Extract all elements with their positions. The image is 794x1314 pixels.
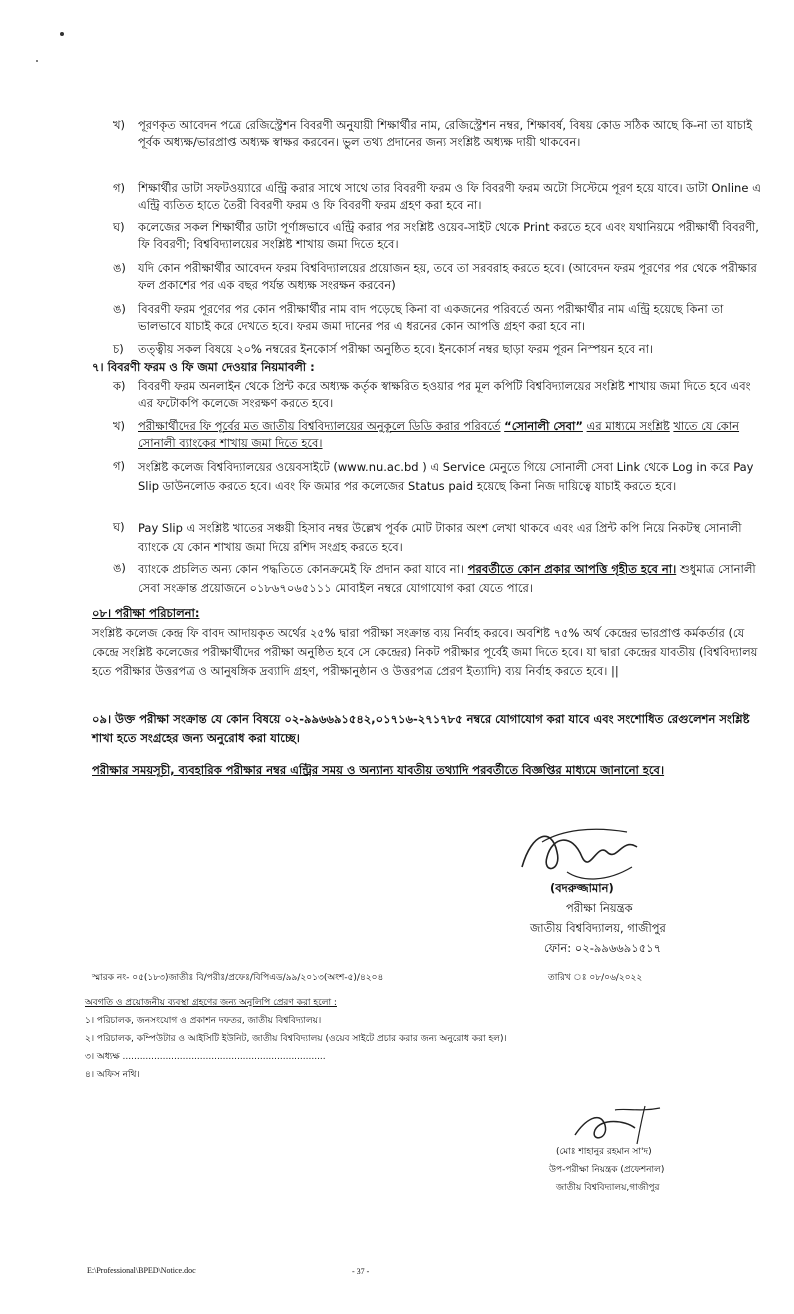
section-8-heading: ০৮। পরীক্ষা পরিচালনা: [92, 606, 200, 620]
sec6-item-uo1: যদি কোন পরীক্ষার্থীর আবেদন ফরম বিশ্ববিদ্যালয়ের প্রয়োজন হয়, তবে তা সরবরাহ করতে হবে। (আবেদন ফরম পূরণের পর থেকে পরীক্ষার ফল প্রকাশের পর এক বছর পর্যন্ত অধ্যক্ষ সংরক্ষন করবেন) [138, 261, 757, 292]
signer1-phone: ফোন: ০২-৯৯৬৬৯১৫১৭ [544, 941, 662, 955]
sec7-item-ga: সংশ্লিষ্ট কলেজ বিশ্ববিদ্যালয়ের ওয়েবসাইটে (www.nu.ac.bd ) এ Service মেনুতে গিয়ে সোনালী সেবা Link থেকে Log in করে Pay Slip ডাউনলোড করতে হবে। এবং ফি জমার পর কলেজের Status paid হয়েছে কিনা নিজ দায়িত্বে যাচাই করতে হবে। [138, 460, 754, 493]
cc-item: ৩। অধ্যক্ষ ....................................................................... [85, 1052, 326, 1062]
section-9-text: ০৯। উক্ত পরীক্ষা সংক্রান্ত যে কোন বিষয়ে ০২-৯৯৬৬৯১৫৪২,০১৭১৬-২৭১৭৮৫ নম্বরে যোগাযোগ করা যাবে এবং সংশোধিত রেগুলেশন সংশ্লিষ্ট শাখা হতে সংগ্রহের জন্য অনুরোধ করা যাচ্ছে। [92, 712, 750, 745]
page-number: - 37 - [352, 1267, 370, 1276]
sec7-item-kha [138, 418, 768, 452]
cc-item: ২। পরিচালক, কম্পিউটার ও আইসিটি ইউনিট, জাতীয় বিশ্ববিদ্যালয় (ওয়েব সাইটে প্রচার করার জন্য অনুরোধ করা হল)। [85, 1034, 507, 1044]
scan-speck [60, 32, 64, 36]
item-label: ঙ) [113, 561, 126, 575]
item-label: ঘ) [113, 520, 125, 534]
cc-heading: অবগতি ও প্রয়োজনীয় ব্যবস্থা গ্রহণের জন্য অনুলিপি প্রেরণ করা হলো : [85, 998, 337, 1008]
sec7-item-gha: Pay Slip এ সংশ্লিষ্ট খাতের সঞ্চয়ী হিসাব নম্বর উল্লেখ পূর্বক মোট টাকার অংশ লেখা থাকবে এবং এর প্রিন্ট কপি নিয়ে নিকটস্থ সোনালী ব্যাংকে যে কোন শাখায় জমা দিয়ে রশিদ সংগ্রহ করতে হবে। [138, 521, 742, 554]
sec6-item-gha: কলেজের সকল শিক্ষার্থীর ডাটা পূর্ণাঙ্গভাবে এন্ট্রি করার পর সংশ্লিষ্ট ওয়েব-সাইট থেকে Print করতে হবে এবং যথানিয়মে পরীক্ষার্থী বিবরণী, ফি বিবরণী; বিশ্ববিদ্যালয়ের সংশ্লিষ্ট শাখায় জমা দিতে হবে। [138, 220, 759, 251]
item-label: চ) [113, 342, 124, 356]
item-label: ঙ) [113, 261, 126, 275]
memo-number: স্মারক নং- ০৫(১৮৩)জাতীঃ বি/পরীঃ/প্রফেঃ/বিপিএড/৯৯/২০১৩(অংশ-৫)/৪২০৪ [92, 973, 384, 983]
signer2-name: (মোঃ শাহানুর রহমান সা'দ) [556, 1147, 652, 1157]
section-8-text: সংশ্লিষ্ট কলেজ কেন্দ্র ফি বাবদ আদায়কৃত অর্থের ২৫% দ্বারা পরীক্ষা সংক্রান্ত ব্যয় নির্বাহ করবে। অবশিষ্ট ৭৫% অর্থ কেন্দ্রের ভারপ্রাপ্ত কর্মকর্তার (যে কেন্দ্রে সংশ্লিষ্ট কলেজের পরীক্ষার্থীদের পরীক্ষা অনুষ্ঠিত হবে সে কেন্দ্রের) নিকট পরীক্ষার পূর্বেই জমা দিতে হবে। যা দ্বারা কেন্দ্রের যাবতীয় (বিশ্ববিদ্যালয় হতে পরীক্ষার উত্তরপত্র ও আনুষঙ্গিক দ্রব্যাদি গ্রহণ, পরীক্ষানুষ্ঠান ও উত্তরপত্র প্রেরণ ইত্যাদি) ব্যয় নির্বাহ করতে হবে। || [92, 626, 758, 678]
no-objection-bold: পরবর্তীতে কোন প্রকার আপত্তি গৃহীত হবে না। [467, 562, 677, 576]
sec6-item-ga: শিক্ষার্থীর ডাটা সফটওয়্যারে এন্ট্রি করার সাথে সাথে তার বিবরণী ফরম ও ফি বিবরণী ফরম অটো সিস্টেমে পূরণ হয়ে যাবে। ডাটা Online এ এন্ট্রি ব্যতিত হাতে তৈরী বিবরণী ফরম ও ফি বিবরণী ফরম গ্রহণ করা হবে না। [138, 181, 761, 212]
item-label: গ) [113, 181, 126, 195]
signer1-name: (বদরুজ্জামান) [550, 881, 614, 895]
sec7-item-ka: বিবরণী ফরম অনলাইন থেকে প্রিন্ট করে অধ্যক্ষ কর্তৃক স্বাক্ষরিত হওয়ার পর মূল কপিটি বিশ্ববিদ্যালয়ের সংশ্লিষ্ট শাখায় জমা দিতে হবে এবং এর ফটোকপি কলেজে সংরক্ষণ করতে হবে। [138, 379, 751, 410]
cc-item: ১। পরিচালক, জনসংযোগ ও প্রকাশন দফতর, জাতীয় বিশ্ববিদ্যালয়। [85, 1016, 322, 1026]
sec6-item-cha: তত্ত্বীয় সকল বিষয়ে ২০% নম্বরের ইনকোর্স পরীক্ষা অনুষ্ঠিত হবে। ইনকোর্স নম্বর ছাড়া ফরম পূরন নিস্পয়ন হবে না। [138, 342, 654, 356]
sonali-seba-quote: “সোনালী সেবা” [504, 419, 583, 433]
sec7-uo-text2: শুধুমাত্র সোনালী সেবা সংক্রান্ত প্রয়োজনে ০১৮৬৭০৬৫১১১ মোবাইল নম্বরে যোগাযোগ করা যেতে পারে। [138, 562, 756, 595]
file-path: E:\Professional\BPED\Notice.doc [87, 1266, 196, 1275]
item-label: ক) [113, 379, 126, 393]
section-7-heading: ৭। বিবরণী ফরম ও ফি জমা দেওয়ার নিয়মাবলী : [92, 360, 315, 374]
sec6-item-kha: পূরণকৃত আবেদন পত্রে রেজিস্ট্রেশন বিবরণী অনুযায়ী শিক্ষার্থীর নাম, রেজিস্ট্রেশন নম্বর, শিক্ষাবর্ষ, বিষয় কোড সঠিক আছে কি-না তা যাচাই পূর্বক অধ্যক্ষ/ভারপ্রাপ্ত অধ্যক্ষ স্বাক্ষর করবেন। ভুল তথ্য প্রদানের জন্য সংশ্লিষ্ট অধ্যক্ষ দায়ী থাকবেন। [138, 118, 753, 149]
sec7-kha-tail: এর মাধ্যমে সংশ্লিষ্ট [586, 419, 670, 433]
signer1-org: জাতীয় বিশ্ববিদ্যালয়, গাজীপুর [530, 921, 666, 935]
scan-speck [36, 60, 38, 62]
item-label: ঘ) [113, 220, 125, 234]
item-label: খ) [113, 118, 126, 132]
signature-deputy [565, 1100, 675, 1150]
sec7-item-uo [138, 560, 768, 598]
memo-date: তারিখ ঃ ০৮/০৬/২০২২ [548, 973, 643, 983]
item-label: ঙ) [113, 302, 126, 316]
signer2-org: জাতীয় বিশ্ববিদ্যালয়,গাজীপুর [556, 1183, 660, 1193]
sec7-kha-line2: খাতে যে কোন সোনালী ব্যাংকের শাখায় জমা দিতে হবে। [138, 419, 740, 450]
signer1-title: পরীক্ষা নিয়ন্ত্রক [566, 901, 633, 915]
signer2-title: উপ-পরীক্ষা নিয়ন্ত্রক (প্রফেশনাল) [549, 1165, 665, 1175]
cc-item: ৪। অফিস নথি। [85, 1070, 140, 1080]
schedule-notice: পরীক্ষার সময়সূচী, ব্যবহারিক পরীক্ষার নম্বর এন্ট্রির সময় ও অন্যান্য যাবতীয় তথ্যাদি পরবর্তীতে বিজ্ঞপ্তির মাধ্যমে জানানো হবে। [92, 763, 665, 777]
item-label: খ) [113, 419, 126, 433]
item-label: গ) [113, 459, 126, 473]
sec7-uo-text1: ব্যাংকে প্রচলিত অন্য কোন পদ্ধতিতে কোনক্রমেই ফি প্রদান করা যাবে না। [138, 562, 465, 576]
sec7-kha-underlined: পরীক্ষার্থীদের ফি পূর্বের মত জাতীয় বিশ্ববিদ্যালয়ের অনুকূলে ডিডি করার পরিবর্তে [138, 419, 501, 433]
sec6-item-uo2: বিবরণী ফরম পূরণের পর কোন পরীক্ষার্থীর নাম বাদ পড়েছে কিনা বা একজনের পরিবর্তে অন্য পরীক্ষার্থীর নাম এন্ট্রি হয়েছে কিনা তা ভালভাবে যাচাই করে দেখতে হবে। ফরম জমা দানের পর এ ধরনের কোন আপত্তি গ্রহণ করা হবে না। [138, 302, 724, 333]
